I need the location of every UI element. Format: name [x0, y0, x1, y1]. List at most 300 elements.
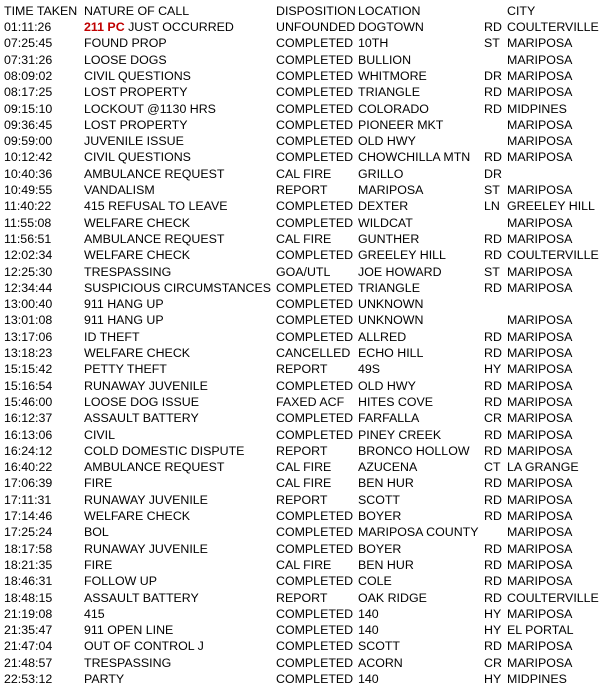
disposition-cell: FAXED ACF — [276, 394, 345, 409]
city-cell: MARIPOSA — [507, 476, 573, 491]
nature-cell — [84, 149, 191, 165]
log-row — [0, 508, 614, 524]
time-cell: 18:17:58 — [4, 541, 53, 556]
street-suffix-cell: RD — [484, 574, 502, 589]
city-cell: COULTERVILLE — [507, 590, 599, 605]
nature-text: ID THEFT — [84, 329, 140, 344]
disposition-cell: COMPLETED — [276, 248, 354, 263]
log-row — [0, 638, 614, 654]
city-cell: MARIPOSA — [507, 525, 573, 540]
street-suffix-cell: RD — [484, 590, 502, 605]
time-cell: 13:01:08 — [4, 313, 53, 328]
time-cell: 11:56:51 — [4, 231, 52, 246]
street-suffix-cell: RD — [484, 231, 502, 246]
time-cell: 17:14:46 — [4, 509, 53, 523]
log-row — [0, 264, 614, 280]
nature-cell — [84, 378, 208, 394]
nature-cell — [84, 524, 109, 540]
nature-text: PARTY — [84, 672, 125, 686]
nature-cell — [84, 573, 157, 589]
nature-text: AMBULANCE REQUEST — [84, 166, 225, 181]
nature-text: RUNAWAY JUVENILE — [84, 541, 208, 556]
time-cell: 13:18:23 — [4, 346, 53, 360]
log-row — [0, 35, 614, 51]
location-cell: ALLRED — [358, 329, 407, 344]
disposition-cell: COMPLETED — [276, 606, 354, 621]
location-cell: UNKNOWN — [358, 313, 424, 328]
city-cell: MARIPOSA — [507, 606, 573, 621]
log-row — [0, 459, 614, 475]
city-cell: MARIPOSA — [507, 52, 573, 67]
nature-text: RUNAWAY JUVENILE — [84, 378, 208, 393]
nature-text: BOL — [84, 525, 109, 540]
disposition-cell: COMPLETED — [276, 297, 354, 312]
time-cell: 18:21:35 — [4, 557, 53, 572]
location-cell: FARFALLA — [358, 411, 420, 426]
city-cell: MARIPOSA — [507, 117, 573, 132]
nature-text: WELFARE CHECK — [84, 215, 191, 230]
city-cell: MARIPOSA — [507, 329, 573, 344]
log-row — [0, 280, 614, 296]
location-cell: DOGTOWN — [358, 20, 424, 34]
disposition-cell: COMPLETED — [276, 150, 354, 165]
time-cell: 16:13:06 — [4, 427, 53, 442]
time-cell: 13:17:06 — [4, 329, 53, 344]
city-cell: MARIPOSA — [507, 280, 573, 295]
street-suffix-cell: LN — [484, 199, 500, 214]
nature-text: FOLLOW UP — [84, 574, 157, 589]
log-row — [0, 296, 614, 312]
street-suffix-cell: DR — [484, 166, 502, 181]
time-cell: 09:15:10 — [4, 101, 53, 116]
street-suffix-cell: RD — [484, 378, 502, 393]
disposition-cell: UNFOUNDED — [276, 20, 356, 34]
location-cell: ECHO HILL — [358, 346, 424, 360]
time-cell: 22:53:12 — [4, 672, 53, 686]
time-cell: 11:40:22 — [4, 199, 52, 214]
location-cell: DEXTER — [358, 199, 409, 214]
nature-cell — [84, 247, 190, 263]
log-row — [0, 312, 614, 328]
location-cell: UNKNOWN — [358, 297, 424, 312]
log-row — [0, 133, 614, 149]
nature-cell — [84, 215, 190, 231]
city-cell: MARIPOSA — [507, 378, 573, 393]
log-row — [0, 475, 614, 491]
street-suffix-cell: CR — [484, 411, 502, 426]
log-row — [0, 117, 614, 133]
location-cell: BEN HUR — [358, 476, 414, 491]
city-cell: MARIPOSA — [507, 85, 573, 100]
disposition-cell: COMPLETED — [276, 85, 354, 100]
location-cell: BOYER — [358, 509, 402, 523]
nature-text: LOOSE DOG ISSUE — [84, 394, 199, 409]
disposition-cell: REPORT — [276, 362, 328, 377]
street-suffix-cell: HY — [484, 606, 502, 621]
nature-cell — [84, 590, 199, 606]
disposition-cell: COMPLETED — [276, 525, 354, 540]
nature-cell — [84, 638, 204, 654]
city-cell: MARIPOSA — [507, 346, 573, 360]
log-row — [0, 378, 614, 394]
disposition-cell: COMPLETED — [276, 639, 354, 654]
location-cell: TRIANGLE — [358, 85, 420, 100]
time-cell: 16:40:22 — [4, 460, 53, 475]
street-suffix-cell: DR — [484, 68, 502, 83]
location-cell: COLE — [358, 574, 392, 589]
time-cell: 08:09:02 — [4, 68, 53, 83]
log-row — [0, 541, 614, 557]
time-cell: 10:40:36 — [4, 166, 53, 181]
log-row — [0, 166, 614, 182]
location-cell: WHITMORE — [358, 68, 427, 83]
disposition-cell: COMPLETED — [276, 68, 354, 83]
log-row — [0, 573, 614, 589]
nature-cell — [84, 410, 199, 426]
city-cell: MARIPOSA — [507, 68, 573, 83]
disposition-cell: CANCELLED — [276, 346, 351, 360]
nature-cell — [84, 198, 227, 214]
street-suffix-cell: RD — [484, 329, 502, 344]
disposition-cell: REPORT — [276, 492, 328, 507]
nature-cell — [84, 541, 208, 557]
location-cell: 140 — [358, 672, 379, 686]
city-cell: MARIPOSA — [507, 541, 573, 556]
time-cell: 12:02:34 — [4, 248, 53, 263]
nature-text: LOST PROPERTY — [84, 117, 188, 132]
street-suffix-cell: RD — [484, 541, 502, 556]
time-cell: 01:11:26 — [4, 20, 52, 34]
disposition-cell: COMPLETED — [276, 313, 354, 328]
log-row — [0, 52, 614, 68]
disposition-cell: COMPLETED — [276, 101, 354, 116]
city-cell: MARIPOSA — [507, 36, 573, 51]
log-row — [0, 198, 614, 214]
disposition-cell: CAL FIRE — [276, 166, 332, 181]
disposition-cell: COMPLETED — [276, 509, 354, 523]
log-row — [0, 231, 614, 247]
log-row — [0, 557, 614, 573]
location-cell: ACORN — [358, 655, 403, 670]
nature-text: FIRE — [84, 557, 113, 572]
location-cell: 10TH — [358, 36, 389, 51]
location-cell: 140 — [358, 606, 379, 621]
street-suffix-cell: RD — [484, 492, 502, 507]
nature-text: LOOSE DOGS — [84, 52, 167, 67]
log-row — [0, 101, 614, 117]
time-cell: 10:12:42 — [4, 150, 53, 165]
log-row — [0, 329, 614, 345]
nature-text: TRESPASSING — [84, 264, 172, 279]
disposition-cell: COMPLETED — [276, 574, 354, 589]
time-cell: 17:06:39 — [4, 476, 53, 491]
disposition-cell: COMPLETED — [276, 199, 354, 214]
location-cell: 49S — [358, 362, 381, 377]
disposition-cell: CAL FIRE — [276, 460, 332, 475]
location-cell: BULLION — [358, 52, 412, 67]
time-cell: 12:25:30 — [4, 264, 53, 279]
nature-text: AMBULANCE REQUEST — [84, 460, 225, 475]
city-cell: MARIPOSA — [507, 557, 573, 572]
street-suffix-cell: CT — [484, 460, 501, 475]
nature-cell — [84, 671, 124, 687]
log-row — [0, 19, 614, 35]
city-cell: MARIPOSA — [507, 411, 573, 426]
location-cell: BEN HUR — [358, 557, 414, 572]
log-row — [0, 247, 614, 263]
nature-cell — [84, 622, 173, 638]
location-cell: PIONEER MKT — [358, 117, 444, 132]
city-cell: MARIPOSA — [507, 655, 573, 670]
nature-text: JUVENILE ISSUE — [84, 134, 184, 149]
street-suffix-cell: CR — [484, 655, 502, 670]
nature-text: TRESPASSING — [84, 655, 172, 670]
city-cell: MARIPOSA — [507, 639, 573, 654]
log-row — [0, 394, 614, 410]
nature-text: AMBULANCE REQUEST — [84, 231, 225, 246]
time-cell: 18:48:15 — [4, 590, 53, 605]
disposition-cell: CAL FIRE — [276, 231, 332, 246]
nature-cell — [84, 443, 244, 459]
nature-cell — [84, 182, 155, 198]
nature-cell — [84, 606, 105, 622]
log-row — [0, 590, 614, 606]
disposition-cell: COMPLETED — [276, 427, 354, 442]
city-cell: MARIPOSA — [507, 492, 573, 507]
street-suffix-cell: RD — [484, 443, 502, 458]
city-cell: EL PORTAL — [507, 623, 574, 638]
log-row — [0, 492, 614, 508]
city-cell: MARIPOSA — [507, 443, 573, 458]
nature-cell — [84, 84, 188, 100]
nature-cell — [84, 394, 199, 410]
log-row — [0, 606, 614, 622]
nature-text: WELFARE CHECK — [84, 346, 191, 360]
header-disposition: DISPOSITION — [276, 4, 356, 18]
disposition-cell: COMPLETED — [276, 215, 354, 230]
disposition-cell: COMPLETED — [276, 541, 354, 556]
time-cell: 21:19:08 — [4, 606, 53, 621]
time-cell: 18:46:31 — [4, 574, 53, 589]
city-cell: MARIPOSA — [507, 394, 573, 409]
log-row — [0, 671, 614, 687]
street-suffix-cell: ST — [484, 183, 500, 197]
street-suffix-cell: RD — [484, 150, 502, 165]
time-cell: 11:55:08 — [4, 215, 52, 230]
location-cell: HITES COVE — [358, 394, 434, 409]
city-cell: MARIPOSA — [507, 509, 573, 523]
location-cell: TRIANGLE — [358, 280, 420, 295]
location-cell: OLD HWY — [358, 378, 416, 393]
nature-text: CIVIL — [84, 427, 115, 442]
street-suffix-cell: RD — [484, 427, 502, 442]
nature-cell — [84, 52, 167, 68]
log-row — [0, 182, 614, 198]
disposition-cell: COMPLETED — [276, 411, 354, 426]
nature-cell — [84, 19, 234, 35]
header-row — [0, 3, 614, 19]
city-cell: GREELEY HILL — [507, 199, 595, 214]
nature-cell — [84, 280, 271, 296]
time-cell: 21:48:57 — [4, 655, 53, 670]
nature-text: VANDALISM — [84, 183, 155, 197]
city-cell: MIDPINES — [507, 672, 567, 686]
time-cell: 07:25:45 — [4, 36, 53, 51]
street-suffix-cell: RD — [484, 280, 502, 295]
time-cell: 15:15:42 — [4, 362, 53, 377]
location-cell: WILDCAT — [358, 215, 413, 230]
time-cell: 17:25:24 — [4, 525, 53, 540]
location-cell: 140 — [358, 623, 379, 638]
nature-cell — [84, 459, 224, 475]
nature-text: CIVIL QUESTIONS — [84, 150, 191, 165]
nature-text: CIVIL QUESTIONS — [84, 68, 191, 83]
nature-text: WELFARE CHECK — [84, 509, 191, 523]
nature-cell — [84, 655, 171, 671]
nature-text: FIRE — [84, 476, 113, 491]
time-cell: 21:35:47 — [4, 623, 53, 638]
street-suffix-cell: ST — [484, 264, 500, 279]
city-cell: MARIPOSA — [507, 427, 573, 442]
location-cell: JOE HOWARD — [358, 264, 442, 279]
header-city: CITY — [507, 4, 536, 18]
location-cell: SCOTT — [358, 492, 400, 507]
city-cell: MARIPOSA — [507, 134, 573, 149]
nature-text: 911 HANG UP — [84, 313, 164, 328]
nature-cell — [84, 312, 164, 328]
location-cell: MARIPOSA COUNTY — [358, 525, 479, 540]
nature-cell — [84, 231, 224, 247]
disposition-cell: REPORT — [276, 590, 328, 605]
street-suffix-cell: RD — [484, 476, 502, 491]
nature-text: ASSAULT BATTERY — [84, 590, 199, 605]
city-cell: MARIPOSA — [507, 313, 573, 328]
street-suffix-cell: HY — [484, 672, 502, 686]
nature-text: ASSAULT BATTERY — [84, 411, 199, 426]
street-suffix-cell: RD — [484, 20, 502, 34]
location-cell: SCOTT — [358, 639, 400, 654]
header-location: LOCATION — [358, 4, 421, 18]
nature-cell — [84, 361, 167, 377]
nature-text: WELFARE CHECK — [84, 248, 191, 263]
nature-text: 911 OPEN LINE — [84, 623, 174, 638]
nature-cell — [84, 101, 216, 117]
nature-cell — [84, 427, 115, 443]
log-row — [0, 524, 614, 540]
street-suffix-cell: RD — [484, 394, 502, 409]
highlighted-code: 211 PC — [84, 20, 125, 34]
log-row — [0, 361, 614, 377]
nature-text: FOUND PROP — [84, 36, 167, 51]
log-row — [0, 215, 614, 231]
header-time: TIME TAKEN — [4, 4, 78, 18]
nature-cell — [84, 475, 112, 491]
nature-cell — [84, 68, 191, 84]
time-cell: 17:11:31 — [4, 492, 52, 507]
street-suffix-cell: RD — [484, 101, 502, 116]
city-cell: MARIPOSA — [507, 150, 573, 165]
disposition-cell: COMPLETED — [276, 655, 354, 670]
street-suffix-cell: RD — [484, 346, 502, 360]
street-suffix-cell: HY — [484, 623, 502, 638]
disposition-cell: COMPLETED — [276, 329, 354, 344]
time-cell: 16:12:37 — [4, 411, 53, 426]
disposition-cell: COMPLETED — [276, 623, 354, 638]
city-cell: MARIPOSA — [507, 574, 573, 589]
nature-cell — [84, 296, 164, 312]
city-cell: MARIPOSA — [507, 183, 573, 197]
time-cell: 08:17:25 — [4, 85, 53, 100]
time-cell: 16:24:12 — [4, 443, 53, 458]
location-cell: AZUCENA — [358, 460, 418, 475]
log-row — [0, 427, 614, 443]
location-cell: MARIPOSA — [358, 183, 424, 197]
disposition-cell: COMPLETED — [276, 134, 354, 149]
time-cell: 10:49:55 — [4, 183, 53, 197]
disposition-cell: REPORT — [276, 183, 328, 197]
nature-cell — [84, 35, 167, 51]
city-cell: MARIPOSA — [507, 215, 573, 230]
nature-text: 415 — [84, 606, 105, 621]
nature-cell — [84, 329, 140, 345]
city-cell: COULTERVILLE — [507, 20, 599, 34]
street-suffix-cell: RD — [484, 509, 502, 523]
time-cell: 13:00:40 — [4, 297, 53, 312]
location-cell: COLORADO — [358, 101, 429, 116]
disposition-cell: CAL FIRE — [276, 476, 332, 491]
time-cell: 09:36:45 — [4, 117, 53, 132]
log-row — [0, 84, 614, 100]
log-row — [0, 622, 614, 638]
street-suffix-cell: RD — [484, 639, 502, 654]
nature-cell — [84, 557, 112, 573]
location-cell: PINEY CREEK — [358, 427, 442, 442]
header-nature: NATURE OF CALL — [84, 4, 190, 18]
street-suffix-cell: ST — [484, 36, 500, 51]
street-suffix-cell: HY — [484, 362, 502, 377]
location-cell: OLD HWY — [358, 134, 416, 149]
time-cell: 07:31:26 — [4, 52, 53, 67]
street-suffix-cell: RD — [484, 85, 502, 100]
location-cell: BOYER — [358, 541, 402, 556]
nature-text: COLD DOMESTIC DISPUTE — [84, 443, 245, 458]
disposition-cell: REPORT — [276, 443, 328, 458]
nature-text: 911 HANG UP — [84, 297, 164, 312]
time-cell: 15:46:00 — [4, 394, 53, 409]
disposition-cell: COMPLETED — [276, 378, 354, 393]
log-row — [0, 655, 614, 671]
log-row — [0, 345, 614, 361]
nature-cell — [84, 117, 188, 133]
nature-cell — [84, 508, 190, 524]
location-cell: BRONCO HOLLOW — [358, 443, 470, 458]
location-cell: GUNTHER — [358, 231, 420, 246]
disposition-cell: COMPLETED — [276, 117, 354, 132]
nature-text: JUST OCCURRED — [124, 20, 234, 34]
street-suffix-cell: RD — [484, 248, 502, 263]
log-row — [0, 410, 614, 426]
disposition-cell: CAL FIRE — [276, 557, 332, 572]
city-cell: MARIPOSA — [507, 231, 573, 246]
time-cell: 12:34:44 — [4, 280, 53, 295]
location-cell: GRILLO — [358, 166, 404, 181]
street-suffix-cell: RD — [484, 557, 502, 572]
city-cell: MIDPINES — [507, 101, 567, 116]
time-cell: 21:47:04 — [4, 639, 53, 654]
nature-cell — [84, 133, 184, 149]
nature-text: LOST PROPERTY — [84, 85, 188, 100]
city-cell: COULTERVILLE — [507, 248, 599, 263]
